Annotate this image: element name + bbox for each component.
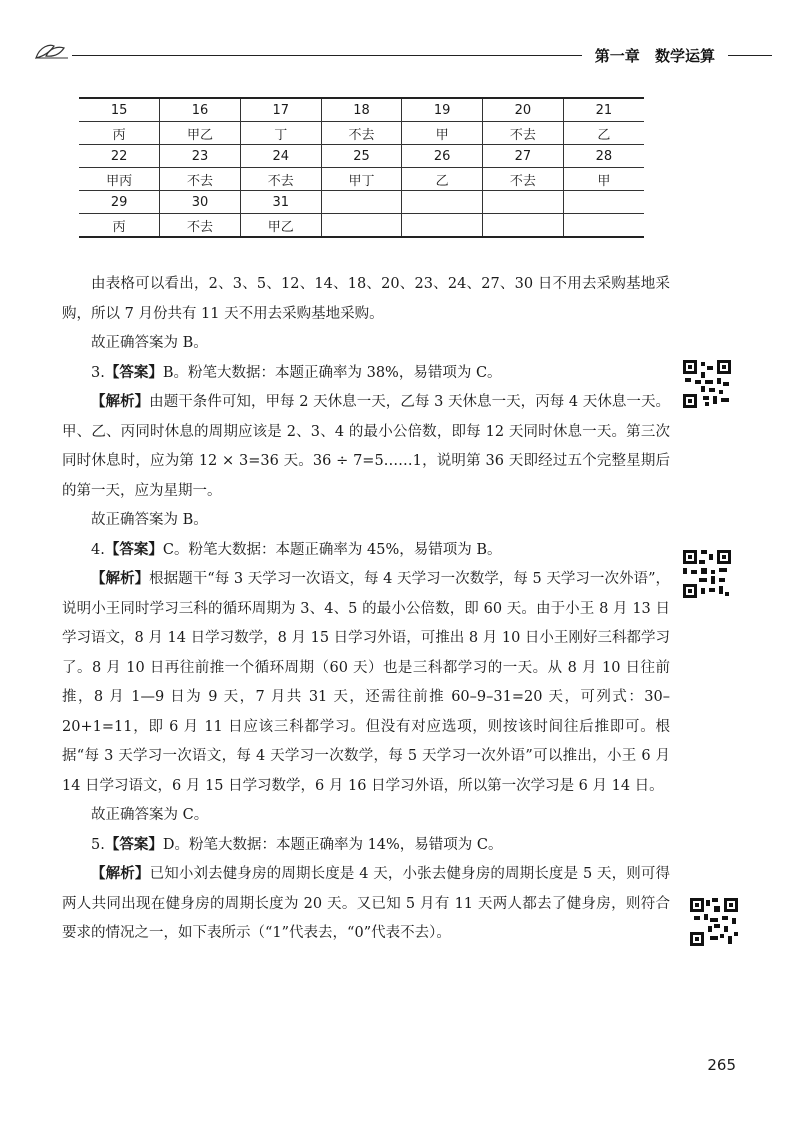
table-cell: 20 (483, 98, 564, 122)
table-cell: 不去 (483, 168, 564, 191)
table-cell: 不去 (483, 122, 564, 145)
q4-analysis-tag: 【解析】 (91, 571, 150, 587)
chapter-title: 数学运算 (654, 47, 715, 65)
q5-number: 5. (91, 836, 105, 853)
table-cell: 22 (79, 145, 160, 168)
table-cell: 30 (160, 191, 241, 214)
q5-answer-text: D。粉笔大数据：本题正确率为 14%，易错项为 C。 (162, 836, 503, 853)
table-cell (483, 191, 564, 214)
table-cell: 16 (160, 98, 241, 122)
q4-answer-tag: 【答案】 (104, 541, 163, 558)
table-cell: 29 (79, 191, 160, 214)
page-header (32, 30, 772, 66)
table-cell: 21 (563, 98, 644, 122)
chapter-heading (582, 45, 728, 66)
page-number: 265 (707, 1056, 736, 1074)
q4-answer-text: C。粉笔大数据：本题正确率为 45%，易错项为 B。 (162, 541, 502, 558)
table-row (79, 214, 644, 238)
table-row (79, 168, 644, 191)
table-cell: 甲乙 (240, 214, 321, 238)
q4-analysis (62, 565, 670, 801)
table-cell: 乙 (402, 168, 483, 191)
table-cell: 乙 (563, 122, 644, 145)
table-cell: 24 (240, 145, 321, 168)
q3-answer (62, 359, 670, 389)
table-cell: 甲丙 (79, 168, 160, 191)
table-cell: 26 (402, 145, 483, 168)
q5-analysis-text: 已知小刘去健身房的周期长度是 4 天，小张去健身房的周期长度是 5 天，则可得两人共同出现在健身房的周期长度为 20 天。又已知 5 月有 11 天两人都去了健身房，则符合要求的情况之一，如下表所示（“1”代表去，“0”代表不去）。 (62, 866, 670, 941)
table-cell (483, 214, 564, 238)
q3-conclusion: 故正确答案为 B。 (91, 512, 208, 528)
table-cell: 27 (483, 145, 564, 168)
table-cell: 19 (402, 98, 483, 122)
table-cell: 31 (240, 191, 321, 214)
q5-answer (62, 831, 670, 861)
table-cell: 甲 (402, 122, 483, 145)
q4-analysis-text: 根据题干“每 3 天学习一次语文，每 4 天学习一次数学，每 5 天学习一次外语”，说明小王同时学习三科的循环周期为 3、4、5 的最小公倍数，即 60 天。由于小王 8 月 13 日学习语文，8 月 14 日学习数学，8 月 15 日学习外语，可推出 8 月 10 日小王刚好三科都学习了。8 月 10 日再往前推一个循环周期（60 天）也是三科都学习的一天。从 8 月 10 日往前推，8 月 1—9 日为 9 天，7 月共 31 天，还需往前推 60–9–31=20 天，可列式：30–20+1=11，即 6 月 11 日应该三科都学习。但没有对应选项，则按该时间往后推即可。根据“每 3 天学习一次语文，每 4 天学习一次数学，每 5 天学习一次外语”可以推出，小王 6 月 14 日学习语文，6 月 15 日学习数学，6 月 16 日学习外语，所以第一次学习是 6 月 14 日。 (62, 571, 671, 794)
q3-analysis (62, 388, 670, 506)
table-cell: 丁 (240, 122, 321, 145)
table-cell: 甲乙 (160, 122, 241, 145)
table-cell (563, 214, 644, 238)
table-cell: 15 (79, 98, 160, 122)
q4-conclusion: 故正确答案为 C。 (91, 807, 209, 823)
q3-analysis-tag: 【解析】 (91, 394, 150, 410)
answer-text (62, 270, 670, 949)
qr-code-icon[interactable] (683, 550, 731, 598)
table-summary: 由表格可以看出，2、3、5、12、14、18、20、23、24、27、30 日不用去采购基地采购，所以 7 月份共有 11 天不用去采购基地采购。 (62, 276, 670, 322)
table-cell: 25 (321, 145, 402, 168)
table-cell: 23 (160, 145, 241, 168)
table-row (79, 98, 644, 122)
table-cell (402, 214, 483, 238)
table-cell: 不去 (321, 122, 402, 145)
table-cell: 不去 (240, 168, 321, 191)
table-cell: 丙 (79, 122, 160, 145)
table-cell: 18 (321, 98, 402, 122)
table-cell (563, 191, 644, 214)
table-row (79, 122, 644, 145)
q4-answer (62, 536, 670, 566)
table-cell (321, 214, 402, 238)
table-cell (321, 191, 402, 214)
table-cell: 28 (563, 145, 644, 168)
qr-code-icon[interactable] (683, 360, 731, 408)
qr-code-icon[interactable] (690, 898, 738, 946)
table-row (79, 145, 644, 168)
q5-analysis (62, 860, 670, 949)
q5-answer-tag: 【答案】 (104, 836, 163, 853)
table-cell: 甲 (563, 168, 644, 191)
table-cell (402, 191, 483, 214)
q3-answer-text: B。粉笔大数据：本题正确率为 38%，易错项为 C。 (162, 364, 502, 381)
q3-number: 3. (91, 364, 105, 381)
table-cell: 不去 (160, 214, 241, 238)
table-row (79, 191, 644, 214)
table-cell: 17 (240, 98, 321, 122)
q3-answer-tag: 【答案】 (104, 364, 163, 381)
calendar-table (79, 97, 644, 238)
conclusion-2: 故正确答案为 B。 (91, 335, 208, 351)
q5-analysis-tag: 【解析】 (91, 866, 150, 882)
q4-number: 4. (91, 541, 105, 558)
table-cell: 丙 (79, 214, 160, 238)
leaf-ornament-icon (32, 40, 68, 62)
table-cell: 甲丁 (321, 168, 402, 191)
table-cell: 不去 (160, 168, 241, 191)
q3-analysis-text: 由题干条件可知，甲每 2 天休息一天，乙每 3 天休息一天，丙每 4 天休息一天。甲、乙、丙同时休息的周期应该是 2、3、4 的最小公倍数，即每 12 天同时休息一天。第三次同时休息时，应为第 12 × 3=36 天。36 ÷ 7=5……1，说明第 36 天即经过五个完整星期后的第一天，应为星期一。 (62, 394, 671, 499)
chapter-number: 第一章 (594, 47, 640, 65)
